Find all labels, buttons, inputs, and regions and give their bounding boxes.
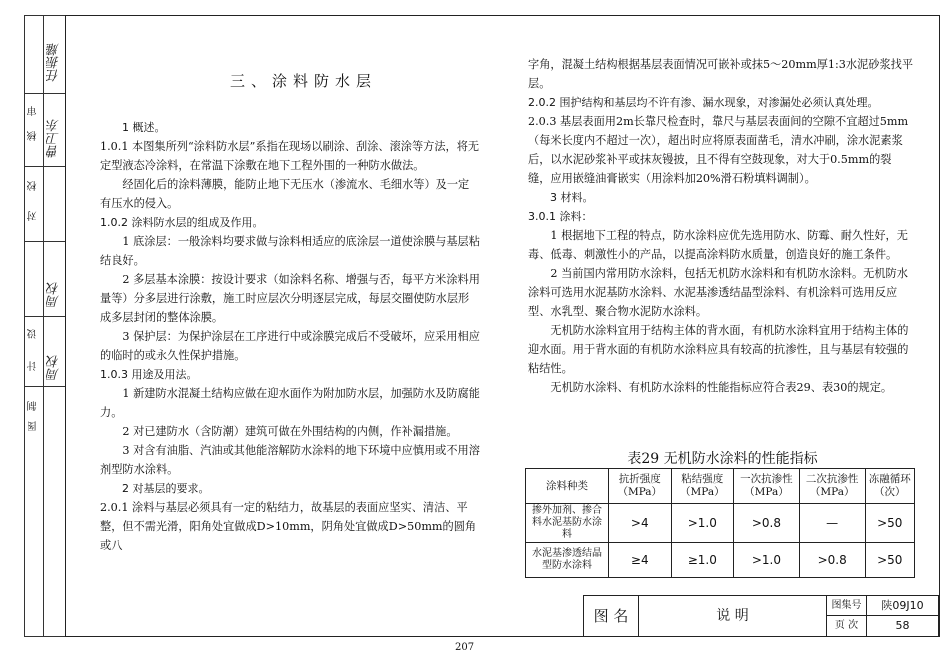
- paragraph: 1 新建防水混凝土结构应做在迎水面作为附加防水层，加强防水及防腐能力。: [100, 387, 480, 419]
- signature-column: [24, 15, 66, 637]
- table-header: 抗折强度（MPa）: [609, 469, 672, 504]
- paragraph: 1 根据地下工程的特点，防水涂料应优先选用防水、防霉、耐久性好，无毒、低毒、刺激性小的产品，以提高涂料防水质量，创造良好的施工条件。: [528, 229, 908, 261]
- paragraph: 1 概述。: [122, 121, 166, 134]
- paragraph: 1.0.1 本图集所列“涂料防水层”系指在现场以刷涂、刮涂、滚涂等方法，将无定型液态冷涂料，在常温下涂敷在地下工程外围的一种防水做法。: [100, 140, 480, 172]
- performance-table: [525, 468, 915, 578]
- signature-divider: [25, 241, 66, 242]
- check-label: 对: [28, 211, 39, 221]
- table-caption: 表29 无机防水涂料的性能指标: [627, 451, 818, 467]
- page-label: 页 次: [827, 616, 867, 636]
- check-label: 校: [28, 181, 39, 191]
- table-cell: ≥1.0: [671, 543, 734, 578]
- table-cell: ≥4: [609, 543, 672, 578]
- left-column: [100, 118, 480, 555]
- paragraph: 2.0.3 基层表面用2m长靠尺检查时，靠尺与基层表面间的空隙不宜超过5mm（每米长度内不超过一次），超出时应将原表面凿毛，清水冲刷，涂水泥素浆后，以水泥砂浆补平或抹灰镘披，且不得有空鼓现象，对大于0.5mm的裂缝，应用嵌缝油膏嵌实（用涂料加20%滑石粉填料调制）。: [528, 115, 909, 185]
- signature-divider: [43, 16, 44, 636]
- table-cell: >50: [865, 543, 914, 578]
- table-header: 涂料种类: [526, 469, 609, 504]
- title-block: [583, 595, 939, 636]
- page-number-in-block: 58: [867, 616, 939, 636]
- table-header: 二次抗渗性（MPa）: [799, 469, 865, 504]
- paragraph: 2 对已建防水（含防潮）建筑可做在外围结构的内侧，作补漏措施。: [122, 425, 458, 438]
- review-label: 核: [28, 131, 39, 141]
- table-cell: —: [799, 504, 865, 543]
- signature-divider: [25, 166, 66, 167]
- paragraph: 2.0.2 围护结构和基层均不许有渗、漏水现象，对渗漏处必须认真处理。: [528, 96, 879, 109]
- section-title: 三、涂料防水层: [230, 72, 378, 90]
- paragraph: 2 多层基本涂膜：按设计要求（如涂料名称、增强与否，每平方米涂料用量等）分多层进行涂敷，施工时应层次分明逐层完成，每层交圈使防水层形成多层封闭的整体涂膜。: [100, 273, 480, 324]
- atlas-number-label: 图集号: [827, 596, 867, 616]
- table-row: [526, 543, 915, 578]
- signature-divider: [25, 93, 66, 94]
- draft-label: 制: [28, 401, 39, 411]
- paragraph: 无机防水涂料、有机防水涂料的性能指标应符合表29、表30的规定。: [550, 381, 893, 394]
- table-cell: 水泥基渗透结晶型防水涂料: [526, 543, 609, 578]
- paragraph: 3 对含有油脂、汽油或其他能溶解防水涂料的地下环境中应慎用或不用溶剂型防水涂料。: [100, 444, 480, 476]
- drawing-name: 说 明: [639, 596, 827, 636]
- table-header: 冻融循环（次）: [865, 469, 914, 504]
- table-row: [526, 504, 915, 543]
- table-header-row: [526, 469, 915, 504]
- paragraph: 2 对基层的要求。: [122, 482, 210, 495]
- paragraph: 2.0.1 涂料与基层必须具有一定的粘结力，故基层的表面应坚实、清洁、平整，但不需光滑，阳角处宜做成D>10mm，阴角处宜做成D>50mm的圆角或八: [100, 501, 477, 552]
- paragraph: 3 材料。: [550, 191, 594, 204]
- drawing-name-label: 图 名: [584, 596, 639, 636]
- design-label: 设: [28, 329, 39, 339]
- paragraph: 2 当前国内常用防水涂料，包括无机防水涂料和有机防水涂料。无机防水涂料可选用水泥基防水涂料、水泥基渗透结晶型涂料、有机涂料可选用反应型、水乳型、聚合物水泥防水涂料。: [528, 267, 908, 318]
- table-cell: >1.0: [671, 504, 734, 543]
- paragraph: 字角，混凝土结构根据基层表面情况可嵌补或抹5～20mm厚1:3水泥砂浆找平层。: [528, 58, 914, 90]
- paragraph: 1 底涂层：一般涂料均要求做与涂料相适应的底涂层一道使涂膜与基层粘结良好。: [100, 235, 480, 267]
- table-cell: >4: [609, 504, 672, 543]
- page-number: 207: [455, 642, 475, 653]
- table-cell: >0.8: [799, 543, 865, 578]
- table-header: 粘结强度（MPa）: [671, 469, 734, 504]
- paragraph: 无机防水涂料宜用于结构主体的背水面，有机防水涂料宜用于结构主体的迎水面。用于背水面的有机防水涂料应具有较高的抗渗性，且与基层有较强的粘结性。: [528, 324, 909, 375]
- signature-divider: [25, 386, 66, 387]
- review-label: 审: [28, 106, 39, 116]
- signature-divider: [25, 316, 66, 317]
- paragraph: 3.0.1 涂料：: [528, 210, 593, 223]
- table-cell: >50: [865, 504, 914, 543]
- paragraph: 经固化后的涂料薄膜，能防止地下无压水（渗流水、毛细水等）及一定有压水的侵入。: [100, 178, 470, 210]
- design-label: 计: [28, 361, 39, 371]
- table-cell: 掺外加剂、掺合料水泥基防水涂料: [526, 504, 609, 543]
- reviewer-signature: 任振耀: [47, 43, 62, 82]
- table-header: 一次抗渗性（MPa）: [734, 469, 800, 504]
- table-cell: >0.8: [734, 504, 800, 543]
- paragraph: 1.0.3 用途及用法。: [100, 368, 198, 381]
- right-column: [528, 55, 913, 397]
- designer-signature: 周权: [47, 282, 62, 308]
- drafter-signature: 周权: [47, 355, 62, 381]
- draft-label: 图: [28, 421, 39, 431]
- atlas-number: 陕09J10: [867, 596, 939, 616]
- checker-signature: 曹卫东: [47, 119, 62, 158]
- table-block: [525, 450, 920, 578]
- paragraph: 3 保护层：为保护涂层在工序进行中或涂膜完成后不受破坏，应采用相应的临时的或永久性保护措施。: [100, 330, 480, 362]
- paragraph: 1.0.2 涂料防水层的组成及作用。: [100, 216, 264, 229]
- table-cell: >1.0: [734, 543, 800, 578]
